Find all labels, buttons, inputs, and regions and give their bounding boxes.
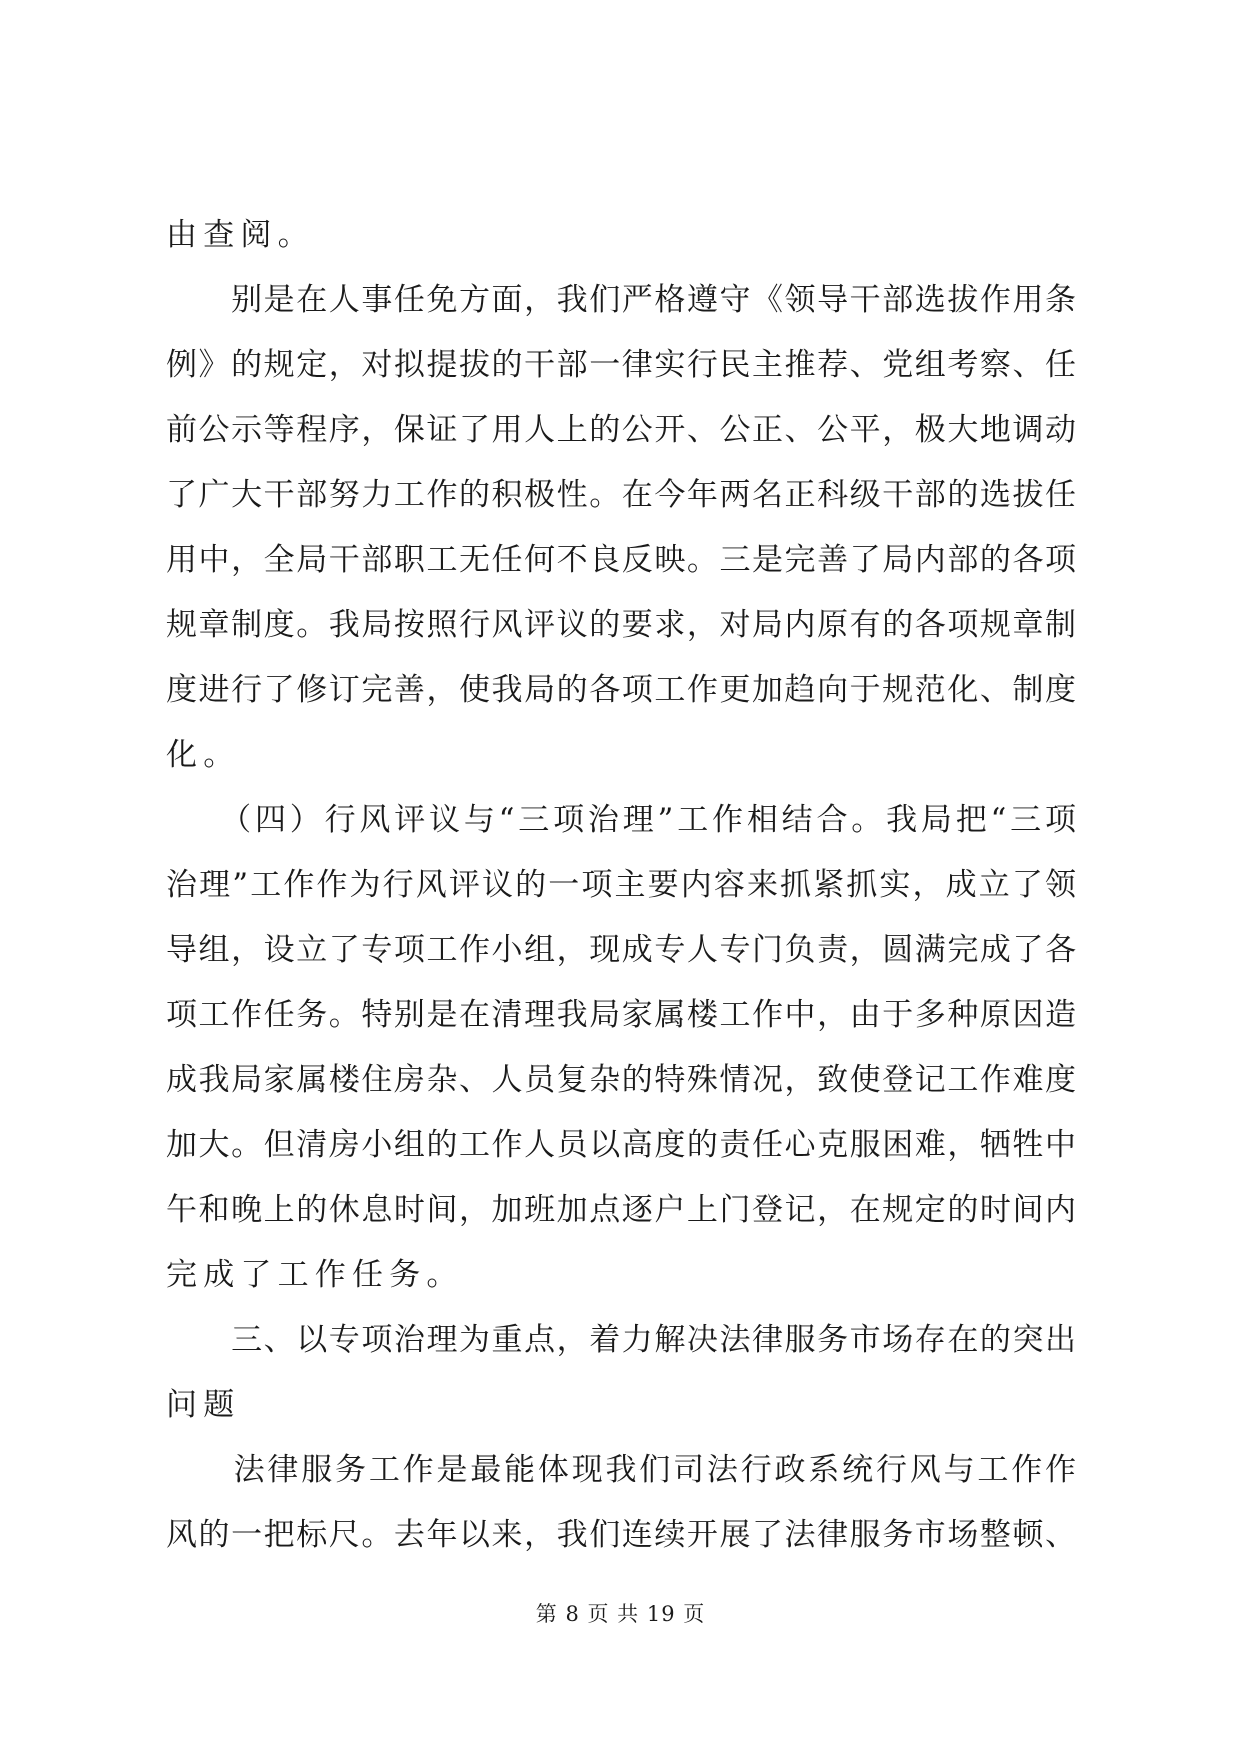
text-line: 用中，全局干部职工无任何不良反映。三是完善了局内部的各项 bbox=[166, 542, 1076, 578]
page-footer: 第 8 页 共 19 页 bbox=[535, 1602, 706, 1626]
text-line: 前公示等程序，保证了用人上的公开、公正、公平，极大地调动 bbox=[166, 412, 1076, 448]
text-line: 风的一把标尺。去年以来，我们连续开展了法律服务市场整顿、 bbox=[166, 1517, 1076, 1553]
text-line: 由查阅。 bbox=[166, 217, 315, 253]
text-line: 项工作任务。特别是在清理我局家属楼工作中，由于多种原因造 bbox=[166, 997, 1076, 1033]
text-line: 午和晚上的休息时间，加班加点逐户上门登记，在规定的时间内 bbox=[166, 1192, 1076, 1228]
text-line: 例》的规定，对拟提拔的干部一律实行民主推荐、党组考察、任 bbox=[166, 347, 1076, 383]
text-line: 化。 bbox=[166, 737, 241, 773]
text-line: 加大。但清房小组的工作人员以高度的责任心克服困难，牺牲中 bbox=[166, 1127, 1076, 1163]
text-line: 导组，设立了专项工作小组，现成专人专门负责，圆满完成了各 bbox=[166, 932, 1076, 968]
text-line: 度进行了修订完善，使我局的各项工作更加趋向于规范化、制度 bbox=[166, 672, 1076, 708]
section-heading-line: 问题 bbox=[166, 1387, 241, 1423]
text-line: （四）行风评议与“三项治理”工作相结合。我局把“三项 bbox=[166, 802, 1076, 838]
text-line: 完成了工作任务。 bbox=[166, 1257, 464, 1293]
text-line: 治理”工作作为行风评议的一项主要内容来抓紧抓实，成立了领 bbox=[166, 867, 1076, 903]
text-line: 别是在人事任免方面，我们严格遵守《领导干部选拔作用条 bbox=[166, 282, 1076, 318]
text-line: 成我局家属楼住房杂、人员复杂的特殊情况，致使登记工作难度 bbox=[166, 1062, 1076, 1098]
section-heading-line: 三、以专项治理为重点，着力解决法律服务市场存在的突出 bbox=[166, 1322, 1076, 1358]
text-line: 了广大干部努力工作的积极性。在今年两名正科级干部的选拔任 bbox=[166, 477, 1076, 513]
text-line: 法律服务工作是最能体现我们司法行政系统行风与工作作 bbox=[166, 1452, 1076, 1488]
text-line: 规章制度。我局按照行风评议的要求，对局内原有的各项规章制 bbox=[166, 607, 1076, 643]
document-body bbox=[166, 203, 1076, 1568]
